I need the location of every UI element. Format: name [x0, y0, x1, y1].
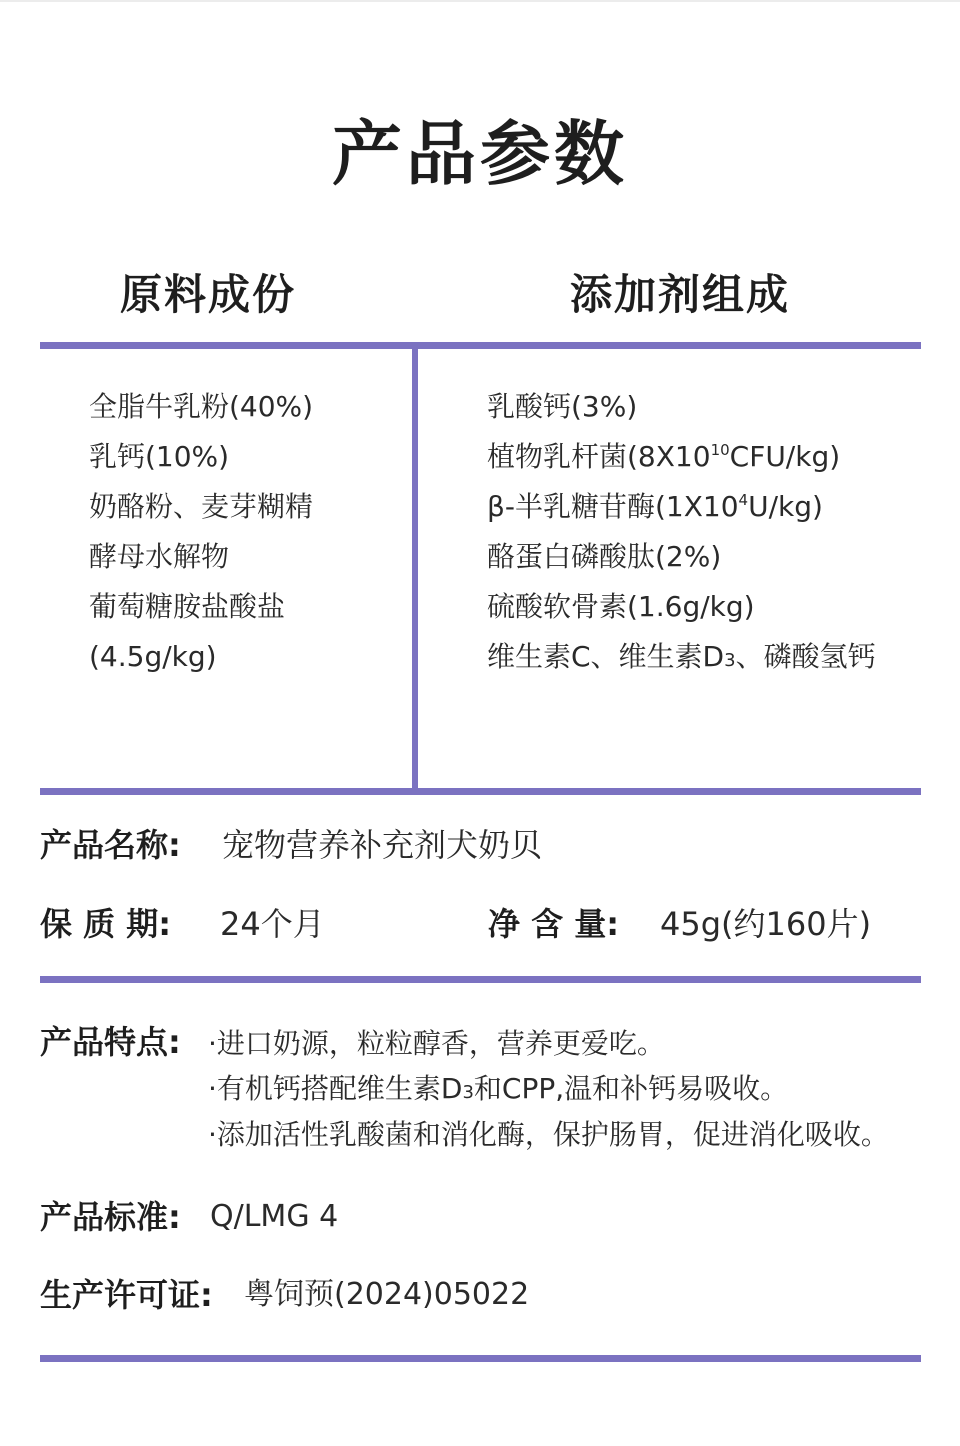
subscript: 3 [462, 1082, 474, 1103]
feature-line [208, 1069, 788, 1113]
shelf-life-label: 保 质 期: [40, 905, 172, 943]
subscript: 3 [724, 650, 736, 671]
product-name-label: 产品名称: [40, 826, 181, 864]
exponent: 4 [738, 491, 749, 509]
feature-line: ·添加活性乳酸菌和消化酶，保护肠胃，促进消化吸收。 [208, 1118, 889, 1151]
additive-item [487, 582, 876, 632]
info-divider [40, 976, 921, 983]
license-value: 粤饲预(2024)05022 [244, 1277, 530, 1312]
product-name-value: 宠物营养补充剂犬奶贝 [222, 826, 543, 864]
page-title: 产品参数 [332, 113, 628, 195]
additive-item [487, 632, 876, 686]
standard-value: Q/LMG 4 [210, 1199, 339, 1234]
additive-text: 酪蛋白磷酸肽(2%) [487, 540, 722, 573]
additive-item [487, 532, 876, 582]
additive-text: CFU/kg) [729, 440, 841, 473]
license-label: 生产许可证: [40, 1276, 213, 1314]
bottom-divider [40, 1355, 921, 1362]
ingredient-item: 酵母水解物 [89, 540, 230, 573]
ingredient-item: 葡萄糖胺盐酸盐 [89, 590, 286, 623]
additives-list [487, 382, 876, 686]
shelf-life-value: 24个月 [220, 905, 325, 943]
ingredient-item: 奶酪粉、麦芽糊精 [89, 490, 314, 523]
additive-text: β-半乳糖苷酶(1X10 [487, 490, 739, 523]
table-bottom-divider [40, 788, 921, 795]
additive-text: 植物乳杆菌(8X10 [487, 440, 711, 473]
ingredients-heading: 原料成份 [120, 270, 297, 319]
additive-item [487, 482, 876, 532]
net-content-value: 45g(约160片) [660, 905, 872, 943]
additive-text: 硫酸软骨素(1.6g/kg) [487, 590, 755, 623]
additive-text: 维生素C、维生素D [487, 640, 725, 673]
top-divider [0, 0, 960, 2]
ingredients-list [89, 382, 313, 682]
ingredient-item: (4.5g/kg) [89, 640, 217, 673]
column-divider [412, 342, 418, 792]
features-label: 产品特点: [40, 1023, 181, 1061]
additive-text: U/kg) [748, 490, 823, 523]
exponent: 10 [710, 441, 730, 459]
additives-heading: 添加剂组成 [570, 270, 791, 319]
standard-label: 产品标准: [40, 1198, 181, 1236]
feature-line: ·进口奶源，粒粒醇香，营养更爱吃。 [208, 1027, 665, 1060]
table-top-divider [40, 342, 921, 349]
additive-item [487, 432, 876, 482]
ingredient-item: 乳钙(10%) [89, 440, 230, 473]
additive-text: 、磷酸氢钙 [735, 640, 876, 673]
ingredient-item: 全脂牛乳粉(40%) [89, 390, 314, 423]
feature-text: 和CPP,温和补钙易吸收。 [473, 1072, 789, 1105]
additive-text: 乳酸钙(3%) [487, 390, 638, 423]
net-content-label: 净 含 量: [488, 905, 620, 943]
additive-item [487, 382, 876, 432]
feature-text: ·有机钙搭配维生素D [208, 1072, 463, 1105]
